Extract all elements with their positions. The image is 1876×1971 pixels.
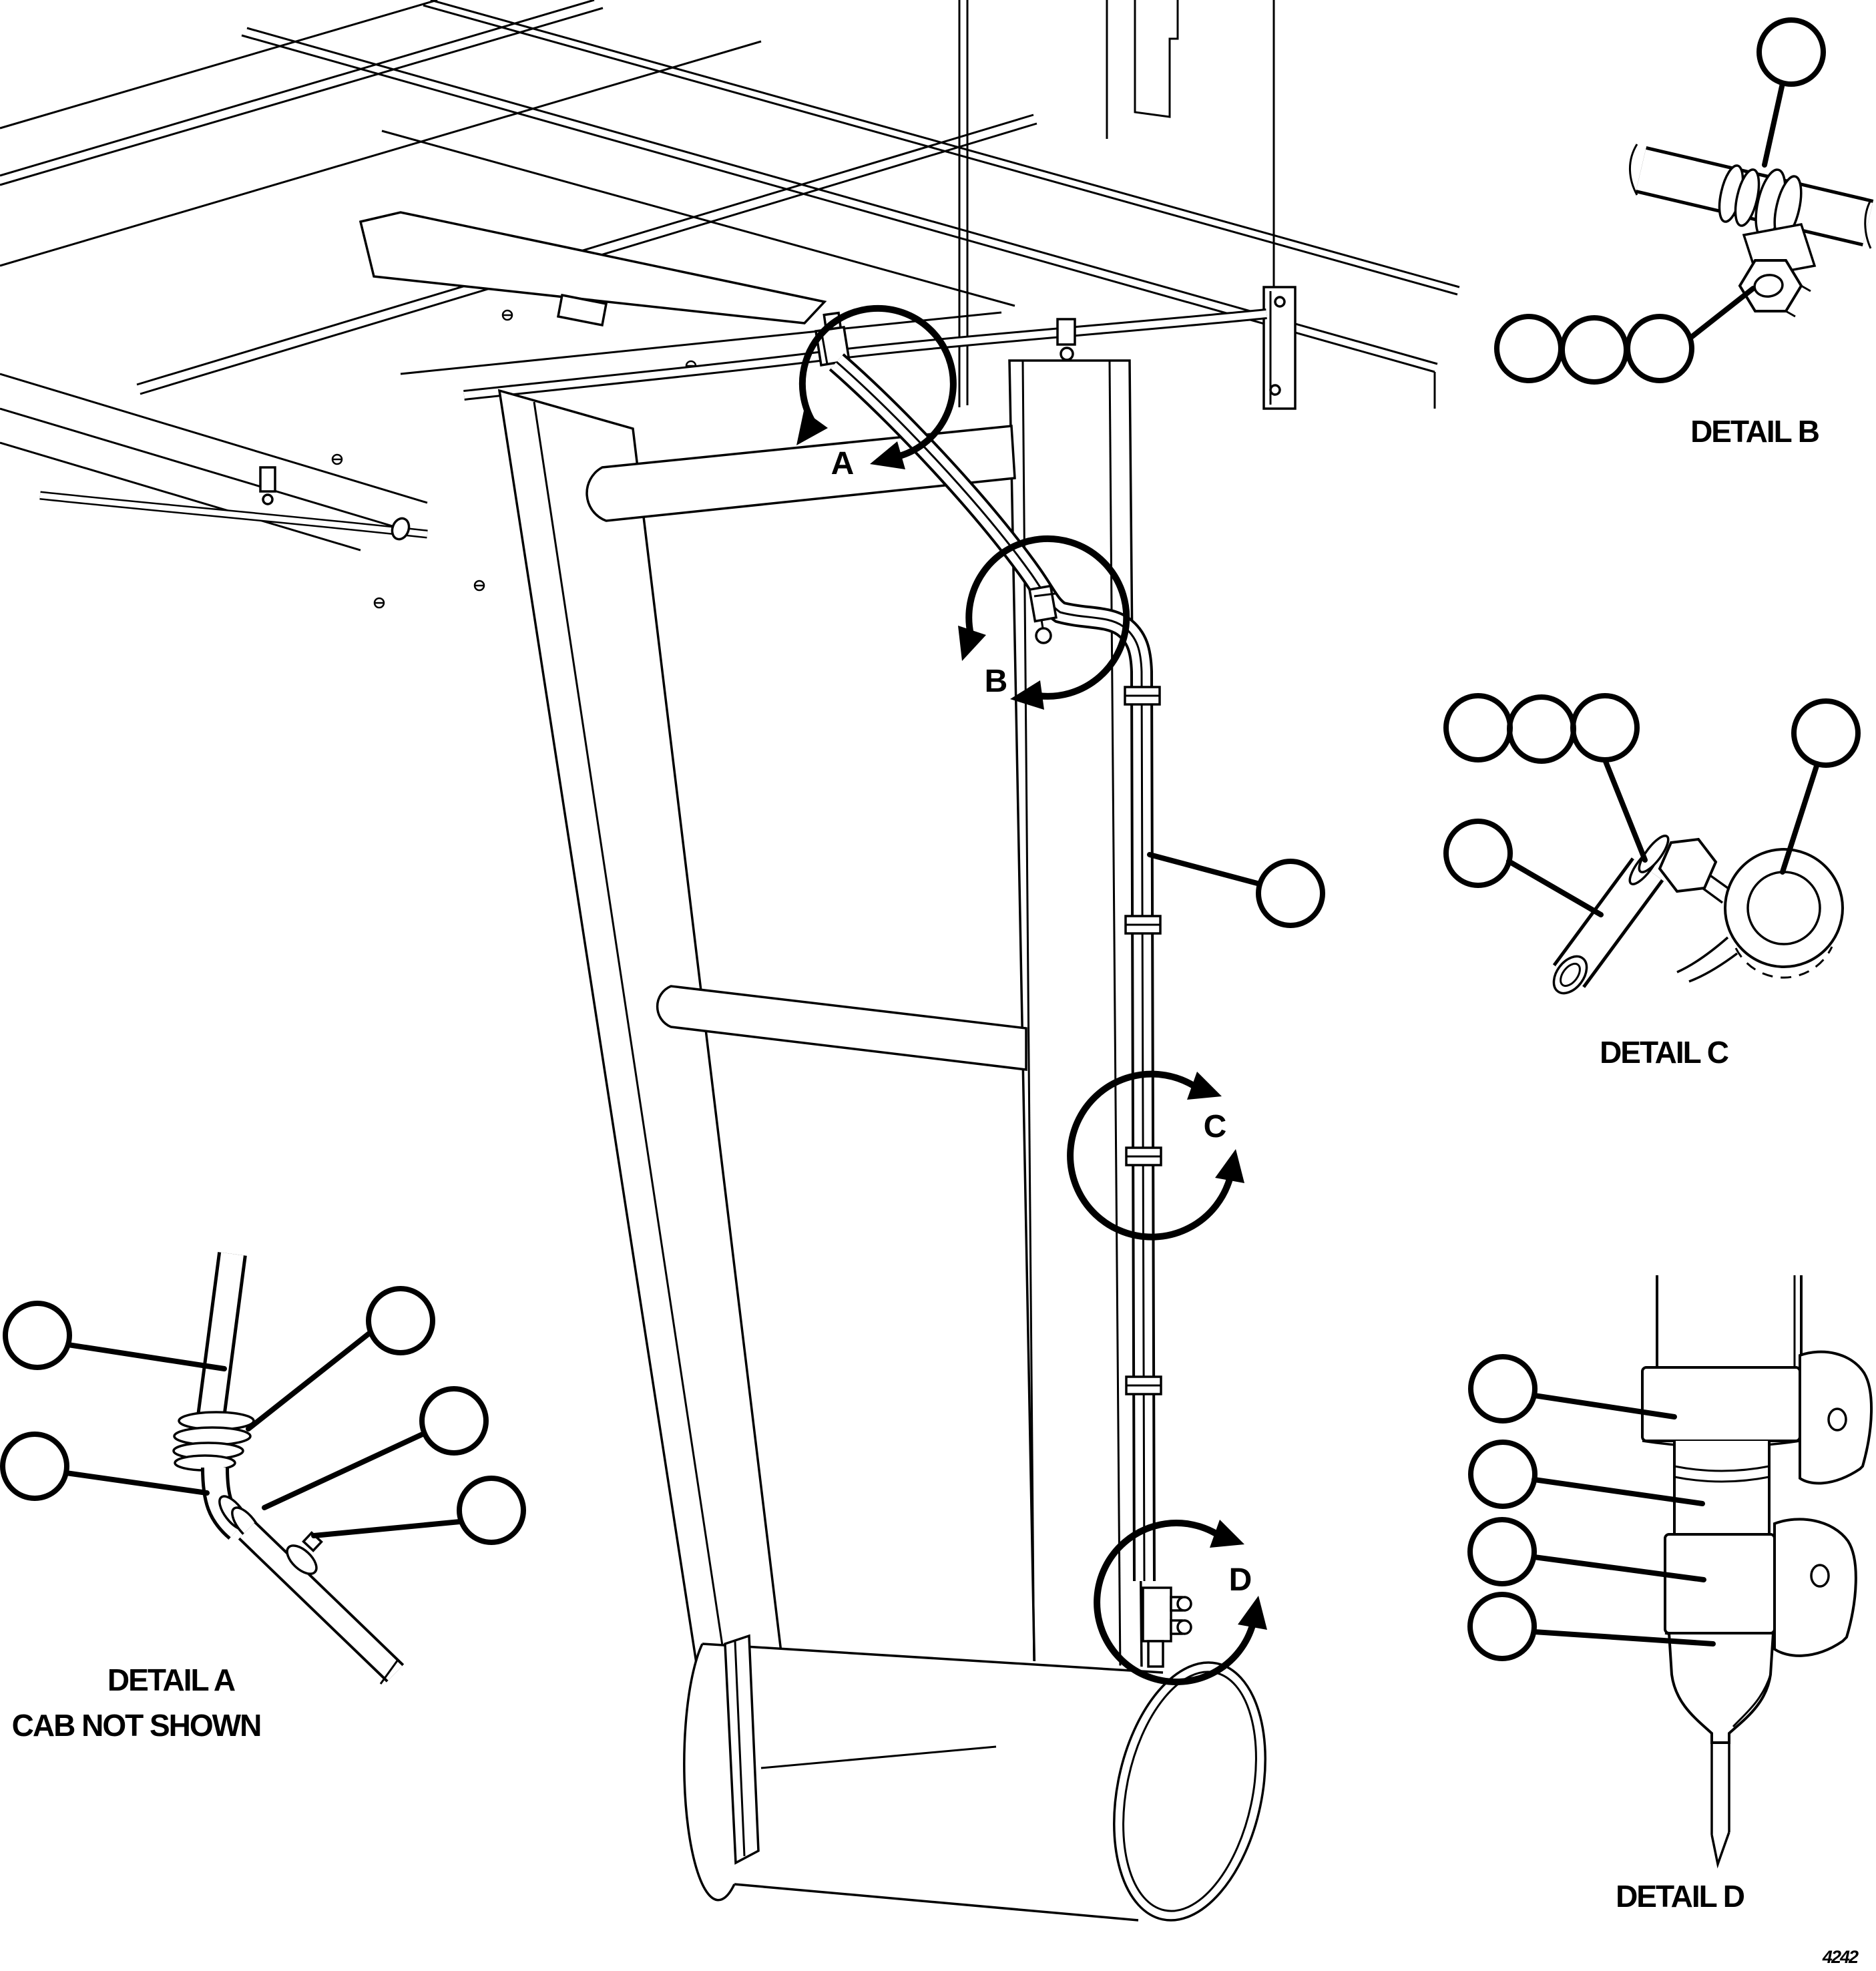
detail-c bbox=[1446, 696, 1858, 1070]
detail-a-note: CAB NOT SHOWN bbox=[11, 1708, 261, 1743]
arrowhead bbox=[1238, 1596, 1267, 1630]
leg-assembly bbox=[499, 361, 1142, 1771]
upper-clamp-collar bbox=[1642, 1367, 1800, 1441]
lower-clamp-collar bbox=[1665, 1534, 1775, 1633]
view-letter-b: B bbox=[984, 664, 1008, 699]
view-letter-a: A bbox=[831, 446, 855, 481]
detail-c-label: DETAIL C bbox=[1600, 1035, 1728, 1070]
callout-balloon bbox=[3, 1434, 67, 1498]
leg-front-member bbox=[499, 391, 791, 1771]
view-letter-c: C bbox=[1203, 1109, 1227, 1144]
callout-balloon bbox=[1471, 1357, 1535, 1421]
boot-fitting-d bbox=[1143, 1588, 1191, 1667]
callout-balloon bbox=[1471, 1442, 1535, 1506]
arrowhead bbox=[1210, 1520, 1244, 1548]
deck-corner-bracket bbox=[1264, 287, 1295, 409]
main-view-balloon bbox=[1150, 855, 1323, 925]
callout-balloon bbox=[1573, 696, 1637, 760]
deck-hose-clamp bbox=[1058, 319, 1075, 345]
callout-balloon bbox=[422, 1389, 486, 1453]
callout-balloon bbox=[5, 1303, 69, 1367]
hex-fitting bbox=[1660, 839, 1716, 891]
detail-d-label: DETAIL D bbox=[1616, 1879, 1744, 1914]
detail-d bbox=[1470, 1275, 1871, 1914]
arrowhead bbox=[1187, 1072, 1222, 1100]
arrowhead bbox=[1215, 1149, 1244, 1183]
figure-number: 4242 bbox=[1822, 1947, 1857, 1967]
callout-balloon bbox=[459, 1478, 523, 1542]
callout-balloon bbox=[1628, 316, 1692, 381]
callout-balloon bbox=[1446, 821, 1510, 885]
toolbar-deck bbox=[0, 0, 1459, 678]
callout-balloon bbox=[1562, 318, 1626, 382]
detail-a bbox=[3, 1254, 523, 1743]
callout-balloon bbox=[1497, 316, 1561, 381]
callout-balloon bbox=[1794, 701, 1858, 765]
detail-b-label: DETAIL B bbox=[1690, 414, 1819, 449]
detail-a-label: DETAIL A bbox=[107, 1663, 235, 1697]
callout-balloon bbox=[1446, 696, 1510, 760]
arrowhead bbox=[958, 626, 986, 661]
lower-bracket-tab bbox=[1775, 1519, 1856, 1655]
detail-a-balloons bbox=[3, 1289, 523, 1542]
detail-b bbox=[1497, 20, 1871, 449]
callout-balloon bbox=[1470, 1594, 1534, 1659]
boot bbox=[1669, 1633, 1773, 1743]
view-letter-d: D bbox=[1228, 1562, 1252, 1598]
callout-balloon bbox=[1759, 20, 1823, 84]
leg-cross-member bbox=[658, 986, 1026, 1070]
hex-nut bbox=[1740, 260, 1801, 311]
callout-balloon bbox=[1258, 861, 1323, 925]
upper-bracket-tab bbox=[1800, 1352, 1871, 1484]
callout-balloon bbox=[369, 1289, 433, 1353]
callout-balloon bbox=[1509, 697, 1574, 761]
callout-balloon bbox=[1470, 1520, 1534, 1584]
